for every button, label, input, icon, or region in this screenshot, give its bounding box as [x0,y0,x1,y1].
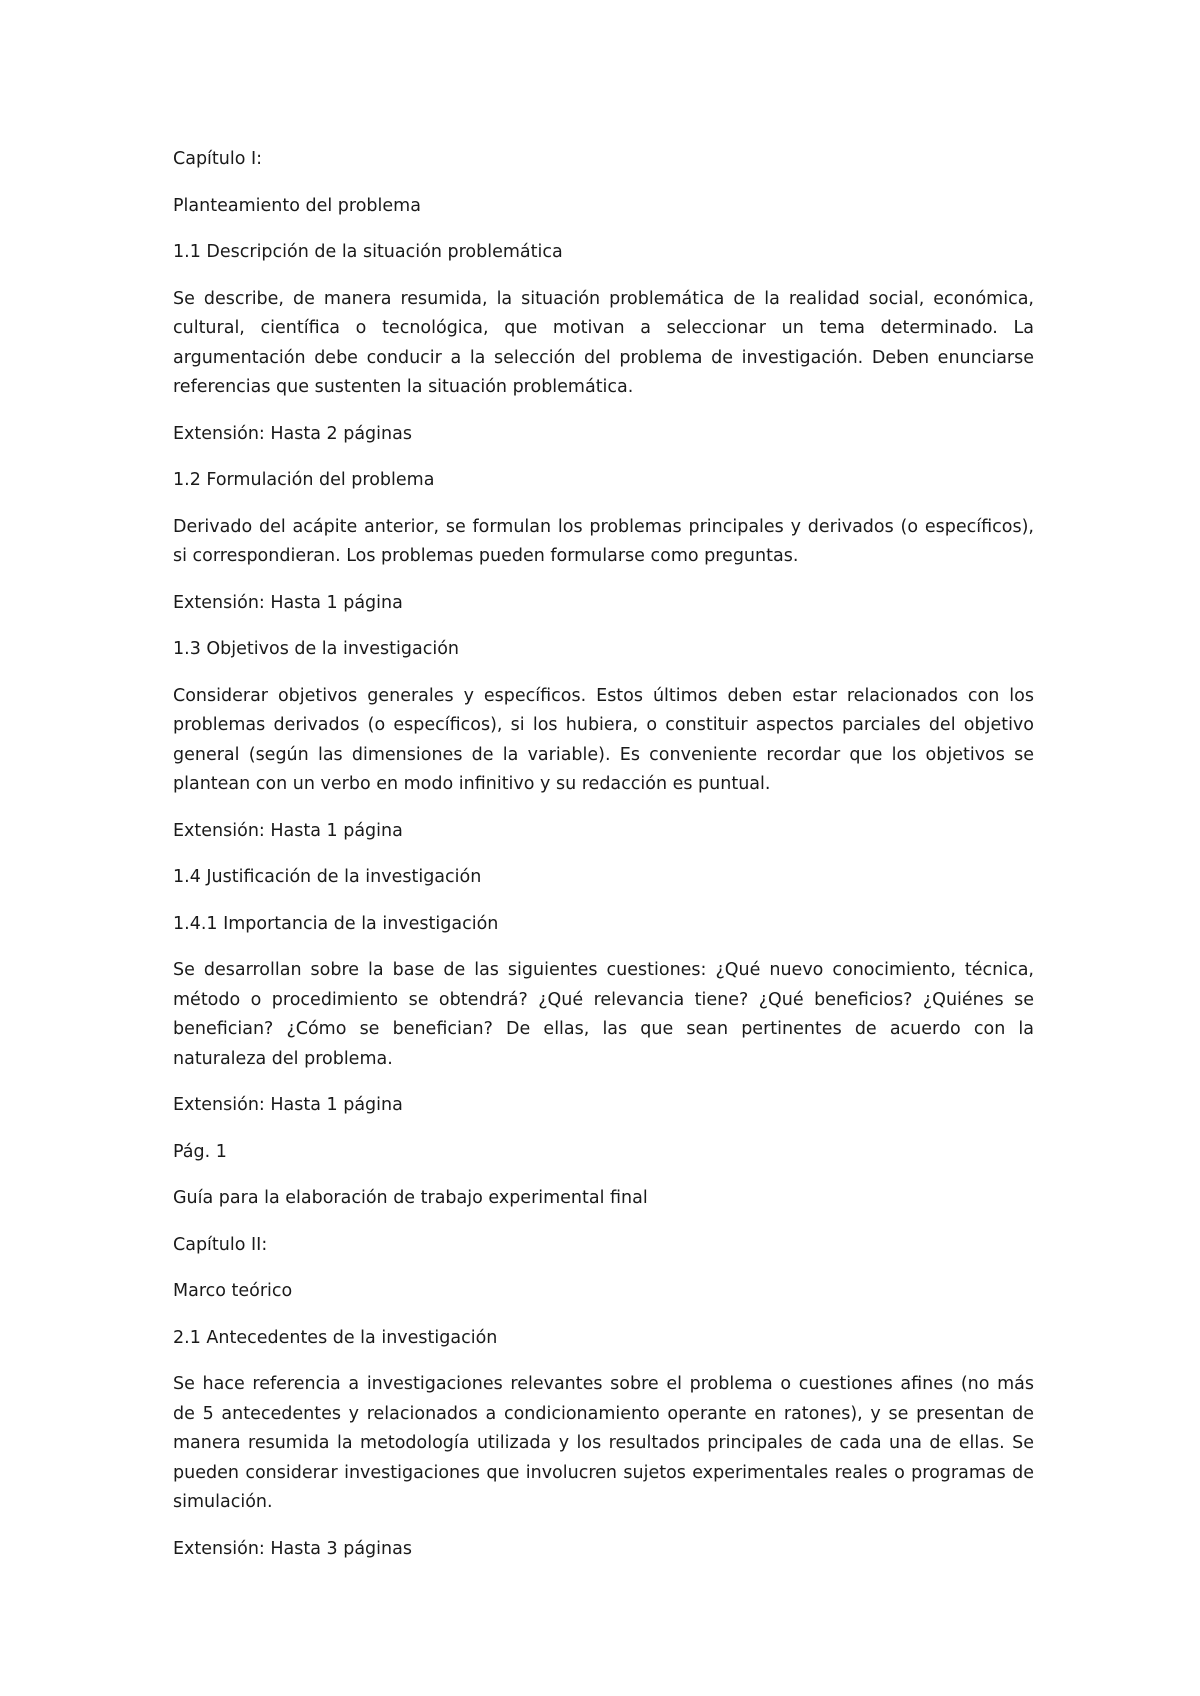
chapter-1-subtitle: Planteamiento del problema [173,195,421,216]
guide-title: Guía para la elaboración de trabajo experimental final [173,1188,648,1208]
section-1-4-1-body: Se desarrollan sobre la base de las siguientes cuestiones: ¿Qué nuevo conocimiento, técnica, método o procedimiento se obtendrá? ¿Qué relevancia tiene? ¿Qué beneficios? ¿Quiénes se benefician? ¿Cómo se benefician? De ellas, las que sean pertinentes de acuerdo con la naturaleza del problema. [173,960,1034,1069]
page-number: Pág. 1 [173,1141,227,1162]
chapter-2-title: Capítulo II: [173,1234,268,1255]
section-1-1-extension: Extensión: Hasta 2 páginas [173,423,412,444]
section-1-2-extension: Extensión: Hasta 1 página [173,592,403,613]
section-1-4-1-extension: Extensión: Hasta 1 página [173,1095,403,1115]
section-1-3-extension: Extensión: Hasta 1 página [173,820,403,841]
section-1-3-heading: 1.3 Objetivos de la investigación [173,639,459,659]
section-2-1-heading: 2.1 Antecedentes de la investigación [173,1327,498,1348]
chapter-1-title: Capítulo I: [173,149,263,169]
section-1-2-body: Derivado del acápite anterior, se formulan los problemas principales y derivados (o específicos), si correspondieran. Los problemas pueden formularse como preguntas. [173,516,1034,566]
section-1-3-body: Considerar objetivos generales y específicos. Estos últimos deben estar relacionados con los problemas derivados (o específicos), si los hubiera, o constituir aspectos parciales del objetivo general (según las dimensiones de la variable). Es conveniente recordar que los objetivos se plantean con un verbo en modo infinitivo y su redacción es puntual. [173,685,1034,794]
document-body [173,145,1034,1581]
section-1-4-heading: 1.4 Justificación de la investigación [173,867,482,887]
section-2-1-extension: Extensión: Hasta 3 páginas [173,1538,412,1559]
section-1-4-1-heading: 1.4.1 Importancia de la investigación [173,913,499,934]
section-1-1-body: Se describe, de manera resumida, la situación problemática de la realidad social, económica, cultural, científica o tecnológica, que motivan a seleccionar un tema determinado. La argumentación debe conducir a la selección del problema de investigación. Deben enunciarse referencias que sustenten la situación problemática. [173,288,1034,397]
section-1-1-heading: 1.1 Descripción de la situación problemática [173,242,563,262]
section-2-1-body: Se hace referencia a investigaciones relevantes sobre el problema o cuestiones afines (no más de 5 antecedentes y relacionados a condicionamiento operante en ratones), y se presentan de manera resumida la metodología utilizada y los resultados principales de cada una de ellas. Se pueden considerar investigaciones que involucren sujetos experimentales reales o programas de simulación. [173,1374,1034,1512]
chapter-2-subtitle: Marco teórico [173,1281,293,1301]
section-1-2-heading: 1.2 Formulación del problema [173,470,435,490]
